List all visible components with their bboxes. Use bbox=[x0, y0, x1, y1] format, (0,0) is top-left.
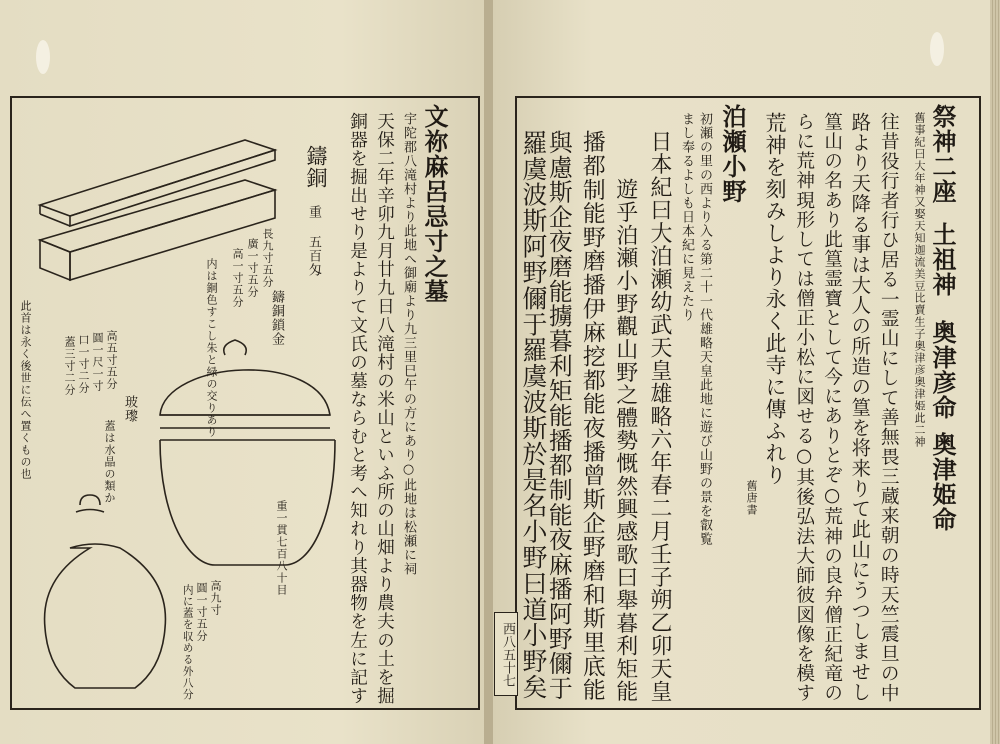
bottle-name: 玻瓈 bbox=[122, 395, 137, 423]
place-text-line: まし奉るよしも日本紀に見えたり bbox=[679, 112, 694, 322]
weight-label: 重 五百匁 bbox=[306, 205, 321, 277]
place-text-line: 日本紀曰大泊瀬幼武天皇雄略六年春二月壬子朔乙卯天皇 bbox=[646, 130, 672, 703]
shrine-text-line: 往昔役行者行ひ居る一霊山にして善無畏三蔵来朝の時天竺震旦の中 bbox=[877, 112, 899, 703]
page-edges bbox=[990, 0, 1000, 744]
place-text-line: 遊乎泊瀬小野觀山野之體勢慨然興感歌曰舉暮利矩能 bbox=[612, 178, 638, 703]
shrine-text-line: らに荒神現形しては僧正小松に図せる○其後弘法大師彼図像を模す bbox=[793, 112, 815, 703]
bottle-note: 蓋は水晶の類か bbox=[103, 420, 116, 504]
jar-dim: 圓一尺一寸 bbox=[91, 332, 104, 392]
god-name: 奥津彦命 bbox=[928, 320, 957, 420]
place-text-line: 初瀬の里の西より入る第二十一代雄略天皇此地に遊び山野の景を叡覧 bbox=[697, 112, 712, 546]
place-note: 舊唐書 bbox=[745, 480, 758, 516]
box-dim: 高一寸五分 bbox=[231, 248, 244, 308]
heading-shrine: 祭神二座 bbox=[928, 104, 957, 204]
shrine-text-line: 舊事紀曰大年神又娶天知迦流美豆比賣生子奥津彦奥津姫此二神 bbox=[913, 112, 926, 448]
place-text-line: 播都制能野磨播伊麻挖都能夜播曾斯企野磨和斯里底能 bbox=[578, 130, 605, 702]
paper-hole-right bbox=[930, 32, 944, 66]
jar-dim: 高五寸五分 bbox=[105, 330, 118, 390]
shrine-text-line: 篁山の名あり此篁霊寶として今にありとぞ○荒神の良弁僧正紀竜の bbox=[821, 112, 843, 703]
jar-dim: 蓋三寸二分 bbox=[63, 336, 76, 396]
cover-weight: 重一貫七百八十目 bbox=[275, 500, 288, 596]
box-dim: 長九寸五分 bbox=[261, 228, 274, 288]
place-text-line: 與慮斯企夜磨能擄暮利矩能播都制能夜麻播阿野儞于 bbox=[544, 130, 573, 701]
box-lid-drawing bbox=[40, 140, 275, 226]
vessel-label: 鑄銅 bbox=[304, 145, 328, 189]
tomb-text-line: 宇陀郡八滝村より此地へ御廟より九三里巳午の方にあり○此地は松瀬に祠 bbox=[401, 112, 416, 576]
tomb-title: 文祢麻呂忌寸之墓 bbox=[420, 104, 449, 304]
outer-note: 此首は永く後世に伝へ置くもの也 bbox=[19, 300, 32, 480]
place-text-line: 荒神を刻みしより永く此寺に傳ふれり bbox=[763, 112, 787, 486]
heading-gods: 土祖神 bbox=[928, 222, 957, 297]
heading-place: 泊瀬小野 bbox=[718, 104, 747, 204]
tomb-text-line: 銅器を掘出せり是よりて文氏の墓ならむと考へ知れり其器物を左に記す bbox=[347, 112, 368, 705]
jar-drawing bbox=[160, 340, 335, 565]
folio-number: 西八五十七 bbox=[494, 612, 518, 696]
box-note: 内は銅色すこし朱と緑の交りあり bbox=[205, 258, 218, 438]
place-text-line: 羅虞波斯阿野儞于羅虞波斯於是名小野曰道小野矣 bbox=[518, 130, 548, 701]
box-dim: 廣一寸五分 bbox=[246, 238, 259, 298]
god-name: 奥津姫命 bbox=[928, 432, 957, 532]
jar-dim: 口一寸二分 bbox=[77, 334, 90, 394]
bottle-dim: 高九寸 bbox=[209, 580, 222, 616]
bottle-drawing bbox=[45, 495, 166, 688]
shrine-text-line: 路より天降る事は大人の所造の篁を将来りて此山にうつしませし bbox=[848, 112, 872, 703]
cover-label: 鑄銅鎖金 bbox=[269, 290, 284, 346]
tomb-text-line: 天保二年辛卯九月廿九日八滝村の米山といふ所の山畑より農夫の土を掘 bbox=[374, 112, 395, 705]
bottle-dim: 圓一寸五分 bbox=[195, 582, 208, 642]
bottle-dim: 内に蓋を収める外八分 bbox=[181, 584, 195, 701]
